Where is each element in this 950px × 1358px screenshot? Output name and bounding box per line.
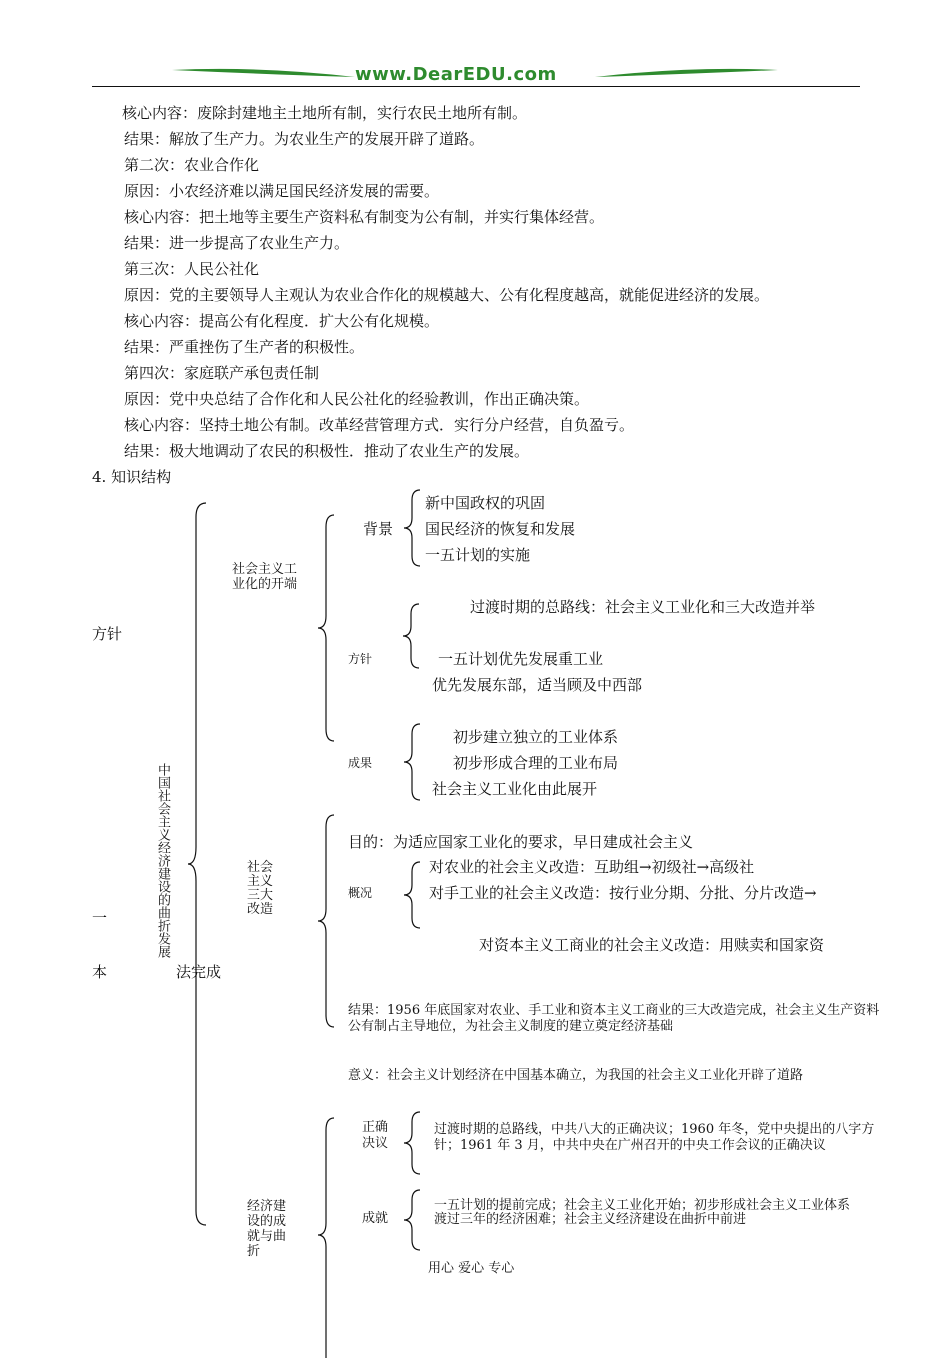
achieve-line: 渡过三年的经济困难；社会主义经济建设在曲折中前进 (434, 1212, 747, 1227)
intro-line: 第三次：人民公社化 (124, 260, 260, 278)
branch3-brace (318, 1118, 340, 1358)
policy-label: 方针 (348, 652, 373, 666)
result-item: 社会主义工业化由此展开 (432, 780, 598, 798)
purpose-text: 目的：为适应国家工业化的要求，早日建成社会主义 (348, 833, 694, 851)
branch2-brace (318, 815, 340, 1027)
significance-text: 意义：社会主义计划经济在中国基本确立，为我国的社会主义工业化开辟了道路 (348, 1068, 804, 1083)
result-item: 初步形成合理的工业布局 (453, 754, 619, 772)
background-item: 新中国政权的巩固 (425, 494, 546, 512)
intro-line: 结果：严重挫伤了生产者的积极性。 (124, 338, 365, 356)
intro-line: 原因：党中央总结了合作化和人民公社化的经验教训，作出正确决策。 (124, 390, 590, 408)
header-rule (92, 86, 860, 87)
overview-item: 对农业的社会主义改造：互助组→初级社→高级社 (429, 858, 755, 876)
stray-text-fangzhen: 方针 (92, 625, 123, 643)
decision-text: 过渡时期的总路线，中共八大的正确决议；1960 年冬，党中央提出的八字方针；1961 年 3 月，中共中央在广州召开的中央工作会议的正确决议 (434, 1122, 875, 1153)
policy-brace (403, 604, 423, 668)
intro-line: 第二次：农业合作化 (124, 156, 260, 174)
intro-line: 结果：解放了生产力。为农业生产的发展开辟了道路。 (124, 130, 485, 148)
root-brace (188, 503, 212, 1225)
header-logo-text: www.DearEDU.com (355, 64, 557, 85)
capitalist-reform-text: 对资本主义工商业的社会主义改造：用赎卖和国家资 (479, 936, 825, 954)
background-brace (404, 490, 424, 566)
intro-line: 核心内容：废除封建地主土地所有制，实行农民土地所有制。 (122, 104, 528, 122)
achieve-label: 成就 (362, 1211, 389, 1226)
overview-label: 概况 (348, 886, 373, 900)
stray-text-yi: 一 (92, 909, 108, 927)
branch2-label: 社会主义三大改造 (247, 860, 274, 917)
result-item: 初步建立独立的工业体系 (453, 728, 619, 746)
achieve-line: 一五计划的提前完成；社会主义工业化开始；初步形成社会主义工业体系 (434, 1198, 851, 1213)
overview-brace (404, 862, 424, 928)
background-label: 背景 (363, 520, 394, 538)
result-label: 成果 (348, 756, 373, 770)
background-item: 国民经济的恢复和发展 (425, 520, 576, 538)
decision-brace (404, 1112, 424, 1174)
background-item: 一五计划的实施 (425, 546, 531, 564)
branch1-label: 社会主义工业化的开端 (232, 562, 298, 592)
intro-line: 结果：进一步提高了农业生产力。 (124, 234, 350, 252)
footer-motto: 用心 爱心 专心 (428, 1261, 515, 1276)
overview-item: 对手工业的社会主义改造：按行业分期、分批、分片改造→ (429, 884, 817, 902)
intro-line: 核心内容：提高公有化程度．扩大公有化规模。 (124, 312, 440, 330)
achieve-brace (404, 1190, 424, 1250)
policy-item: 过渡时期的总路线：社会主义工业化和三大改造并举 (470, 598, 816, 616)
intro-line: 原因：小农经济难以满足国民经济发展的需要。 (124, 182, 440, 200)
result-brace (404, 724, 424, 800)
decision-label: 正确决议 (362, 1120, 389, 1151)
intro-line: 第四次：家庭联产承包责任制 (124, 364, 320, 382)
root-label: 中国社会主义经济建设的曲折发展 (155, 763, 170, 958)
intro-line: 核心内容：把土地等主要生产资料私有制变为公有制，并实行集体经营。 (124, 208, 605, 226)
branch3-label: 经济建设的成就与曲折 (247, 1199, 287, 1259)
branch2-result-text: 结果：1956 年底国家对农业、手工业和资本主义工商业的三大改造完成，社会主义生产资料公有制占主导地位，为社会主义制度的建立奠定经济基础 (348, 1003, 880, 1034)
section-heading: 4. 知识结构 (92, 468, 172, 486)
stray-text-ben: 本 (92, 963, 108, 981)
stray-text-fawancheng: 法完成 (176, 963, 222, 981)
policy-extra: 优先发展东部，适当顾及中西部 (432, 676, 643, 694)
intro-line: 原因：党的主要领导人主观认为农业合作化的规模越大、公有化程度越高，就能促进经济的发展。 (124, 286, 770, 304)
branch1-brace (318, 515, 340, 741)
intro-line: 结果：极大地调动了农民的积极性．推动了农业生产的发展。 (124, 442, 530, 460)
policy-item: 一五计划优先发展重工业 (438, 650, 604, 668)
intro-line: 核心内容：坚持土地公有制。改革经营管理方式．实行分户经营，自负盈亏。 (124, 416, 635, 434)
